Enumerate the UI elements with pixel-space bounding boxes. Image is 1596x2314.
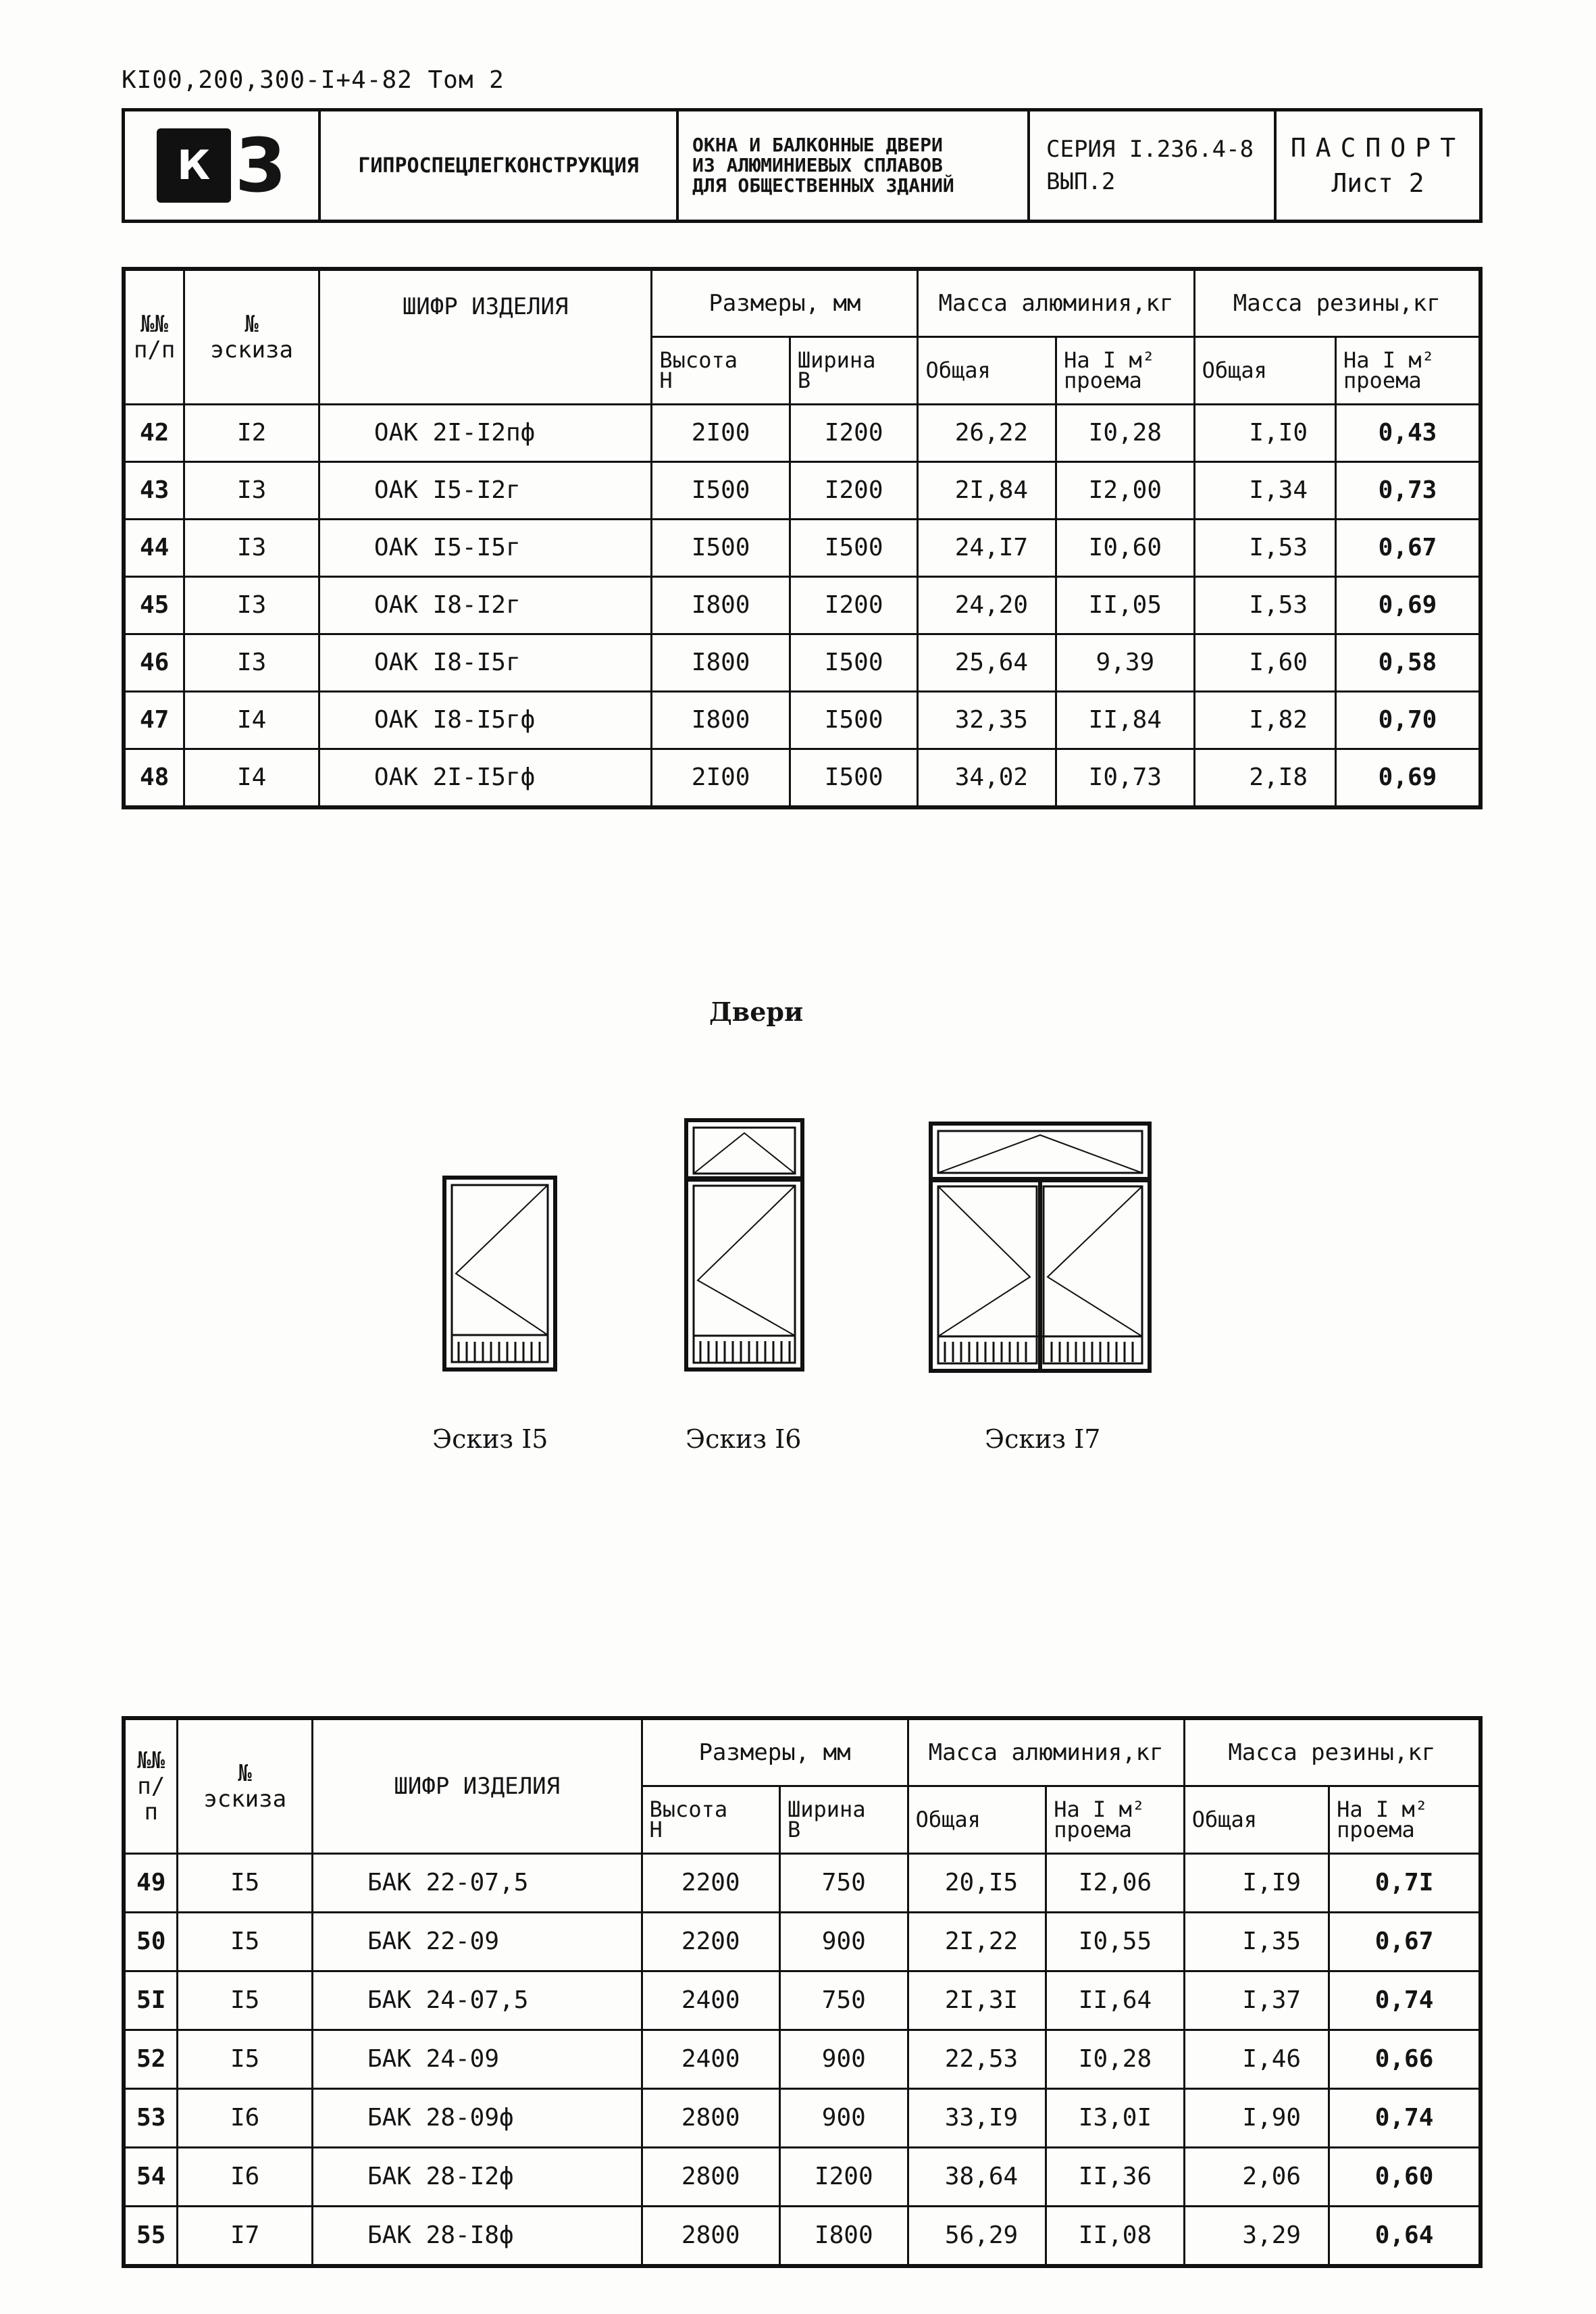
cell-width: 900 — [779, 2088, 908, 2147]
cell-al-total: 32,35 — [918, 691, 1056, 749]
cell-sketch: I2 — [184, 404, 319, 461]
col-m2-a: На I м² — [1064, 347, 1155, 373]
col-sketch-b: эскиза — [210, 336, 293, 363]
table-row — [124, 749, 1481, 807]
cell-al-total: 24,I7 — [918, 519, 1056, 576]
cell-al-total: 24,20 — [918, 576, 1056, 634]
col-num-header — [124, 1718, 178, 1853]
table-row — [124, 461, 1481, 519]
cell-num: 5I — [124, 1971, 178, 2030]
doors-title: Двери — [709, 997, 804, 1027]
cell-width: 900 — [779, 2030, 908, 2088]
table-row — [124, 1971, 1481, 2030]
sketch-17-drawing — [929, 1122, 1152, 1373]
cell-al-m2: I2,06 — [1046, 1853, 1184, 1912]
cell-width: I200 — [779, 2147, 908, 2206]
cell-sketch: I5 — [178, 1912, 313, 1971]
cell-rub-total: I,I0 — [1194, 404, 1335, 461]
cell-rub-total: I,53 — [1194, 519, 1335, 576]
cell-al-total: 34,02 — [918, 749, 1056, 807]
cell-height: I500 — [652, 461, 790, 519]
col-sketch-a: № — [244, 310, 259, 338]
cell-al-m2: I0,60 — [1056, 519, 1194, 576]
cell-num: 50 — [124, 1912, 178, 1971]
cell-num: 53 — [124, 2088, 178, 2147]
cell-code: БАК 24-07,5 — [312, 1971, 642, 2030]
cell-al-total: 26,22 — [918, 404, 1056, 461]
cell-al-m2: I0,28 — [1046, 2030, 1184, 2088]
col-num-b: п/п — [133, 336, 176, 363]
cell-num: 46 — [124, 634, 184, 691]
sketch-16-drawing — [684, 1118, 804, 1372]
col-al-total-header: Общая — [908, 1786, 1046, 1853]
title-block — [122, 108, 1483, 223]
cell-rub-m2: 0,43 — [1336, 404, 1481, 461]
col-num-b: п/п — [137, 1772, 165, 1826]
table-row — [124, 404, 1481, 461]
cell-height: I800 — [652, 691, 790, 749]
logo-icon: К — [157, 128, 231, 203]
col-sizes-header: Размеры, мм — [652, 269, 918, 336]
cell-rub-total: 3,29 — [1184, 2206, 1329, 2266]
cell-width: 900 — [779, 1912, 908, 1971]
cell-height: 2800 — [642, 2088, 779, 2147]
doors-table — [122, 1716, 1483, 2268]
col-height-sym: Н — [659, 368, 673, 393]
col-height-header — [652, 336, 790, 404]
col-m2-b: проема — [1343, 368, 1422, 393]
col-al-total-header: Общая — [918, 336, 1056, 404]
table-row — [124, 2030, 1481, 2088]
col-num-header — [124, 269, 184, 404]
table-row — [124, 1912, 1481, 1971]
col-code-header: ШИФР ИЗДЕЛИЯ — [319, 269, 652, 404]
cell-al-total: 2I,22 — [908, 1912, 1046, 1971]
issue-number: ВЫП.2 — [1046, 168, 1116, 195]
cell-al-total: 25,64 — [918, 634, 1056, 691]
cell-num: 54 — [124, 2147, 178, 2206]
cell-width: I200 — [790, 461, 918, 519]
cell-rub-m2: 0,64 — [1329, 2206, 1481, 2266]
col-m2-a: На I м² — [1343, 347, 1435, 373]
col-sizes-header: Размеры, мм — [642, 1718, 908, 1786]
sketch-15-drawing — [442, 1176, 557, 1372]
cell-code: ОАК I8-I2г — [319, 576, 652, 634]
cell-height: 2I00 — [652, 749, 790, 807]
col-height-header — [642, 1786, 779, 1853]
table-row — [124, 2088, 1481, 2147]
cell-rub-m2: 0,67 — [1329, 1912, 1481, 1971]
cell-rub-m2: 0,73 — [1336, 461, 1481, 519]
cell-al-m2: I0,55 — [1046, 1912, 1184, 1971]
cell-height: 2800 — [642, 2206, 779, 2266]
cell-rub-m2: 0,74 — [1329, 1971, 1481, 2030]
cell-rub-total: I,46 — [1184, 2030, 1329, 2088]
col-m2-a: На I м² — [1054, 1796, 1145, 1822]
series-info — [1030, 111, 1277, 220]
col-num-a: №№ — [140, 310, 169, 338]
cell-num: 55 — [124, 2206, 178, 2266]
col-al-header: Масса алюминия,кг — [908, 1718, 1184, 1786]
cell-al-total: 33,I9 — [908, 2088, 1046, 2147]
cell-rub-total: I,I9 — [1184, 1853, 1329, 1912]
col-width-sym: В — [787, 1817, 801, 1842]
cell-width: I500 — [790, 634, 918, 691]
cell-al-m2: I0,73 — [1056, 749, 1194, 807]
series-number: СЕРИЯ I.236.4-8 — [1046, 136, 1254, 163]
cell-height: I800 — [652, 576, 790, 634]
cell-code: ОАК I8-I5гф — [319, 691, 652, 749]
cell-width: I200 — [790, 576, 918, 634]
col-rubber-header: Масса резины,кг — [1184, 1718, 1481, 1786]
cell-sketch: I4 — [184, 691, 319, 749]
cell-al-total: 38,64 — [908, 2147, 1046, 2206]
cell-al-m2: II,05 — [1056, 576, 1194, 634]
table-row — [124, 1853, 1481, 1912]
col-rub-m2-header — [1329, 1786, 1481, 1853]
sketch-15-caption: Эскиз I5 — [432, 1424, 548, 1454]
cell-width: I500 — [790, 691, 918, 749]
cell-sketch: I5 — [178, 1971, 313, 2030]
cell-al-total: 22,53 — [908, 2030, 1046, 2088]
document-type — [1277, 111, 1479, 220]
windows-table — [122, 267, 1483, 809]
cell-sketch: I6 — [178, 2147, 313, 2206]
cell-rub-total: I,35 — [1184, 1912, 1329, 1971]
cell-al-m2: 9,39 — [1056, 634, 1194, 691]
cell-rub-m2: 0,69 — [1336, 749, 1481, 807]
table-row — [124, 634, 1481, 691]
cell-code: ОАК I8-I5г — [319, 634, 652, 691]
cell-code: ОАК 2I-I2пф — [319, 404, 652, 461]
cell-al-m2: I3,0I — [1046, 2088, 1184, 2147]
col-sketch-header — [178, 1718, 313, 1853]
cell-width: I800 — [779, 2206, 908, 2266]
cell-code: ОАК 2I-I5гф — [319, 749, 652, 807]
document-code: КI00,200,300-I+4-82 Том 2 — [122, 66, 505, 94]
cell-sketch: I6 — [178, 2088, 313, 2147]
cell-height: 2I00 — [652, 404, 790, 461]
col-al-m2-header — [1056, 336, 1194, 404]
col-height-label: Высота — [659, 347, 738, 373]
cell-al-total: 56,29 — [908, 2206, 1046, 2266]
title-line: ИЗ АЛЮМИНИЕВЫХ СПЛАВОВ — [692, 154, 943, 176]
cell-num: 49 — [124, 1853, 178, 1912]
cell-sketch: I3 — [184, 634, 319, 691]
cell-num: 47 — [124, 691, 184, 749]
cell-al-total: 2I,3I — [908, 1971, 1046, 2030]
cell-sketch: I5 — [178, 1853, 313, 1912]
cell-al-m2: II,84 — [1056, 691, 1194, 749]
cell-num: 48 — [124, 749, 184, 807]
logo-number: 3 — [234, 122, 287, 209]
cell-width: I500 — [790, 749, 918, 807]
cell-height: 2200 — [642, 1912, 779, 1971]
cell-al-m2: I0,28 — [1056, 404, 1194, 461]
col-sketch-a: № — [238, 1759, 252, 1787]
title-line: ОКНА И БАЛКОННЫЕ ДВЕРИ — [692, 134, 943, 156]
cell-rub-total: I,60 — [1194, 634, 1335, 691]
col-width-sym: В — [797, 368, 811, 393]
col-al-header: Масса алюминия,кг — [918, 269, 1194, 336]
cell-rub-total: I,34 — [1194, 461, 1335, 519]
cell-sketch: I3 — [184, 461, 319, 519]
col-m2-a: На I м² — [1337, 1796, 1428, 1822]
col-width-header — [779, 1786, 908, 1853]
col-width-label: Ширина — [787, 1796, 866, 1822]
cell-al-total: 20,I5 — [908, 1853, 1046, 1912]
sheet-number: Лист 2 — [1331, 168, 1424, 198]
cell-height: 2800 — [642, 2147, 779, 2206]
cell-al-m2: II,36 — [1046, 2147, 1184, 2206]
cell-rub-m2: 0,60 — [1329, 2147, 1481, 2206]
table-row — [124, 576, 1481, 634]
col-code-header: ШИФР ИЗДЕЛИЯ — [312, 1718, 642, 1853]
cell-rub-m2: 0,69 — [1336, 576, 1481, 634]
col-m2-b: проема — [1064, 368, 1142, 393]
col-width-header — [790, 336, 918, 404]
cell-rub-m2: 0,66 — [1329, 2030, 1481, 2088]
col-rub-total-header: Общая — [1184, 1786, 1329, 1853]
cell-width: 750 — [779, 1853, 908, 1912]
cell-rub-total: I,90 — [1184, 2088, 1329, 2147]
cell-height: I800 — [652, 634, 790, 691]
cell-rub-m2: 0,74 — [1329, 2088, 1481, 2147]
cell-al-m2: II,64 — [1046, 1971, 1184, 2030]
document-title — [679, 111, 1030, 220]
cell-num: 43 — [124, 461, 184, 519]
cell-rub-m2: 0,70 — [1336, 691, 1481, 749]
doors-table-body — [124, 1853, 1481, 2266]
col-height-sym: Н — [649, 1817, 663, 1842]
cell-height: 2400 — [642, 2030, 779, 2088]
cell-sketch: I3 — [184, 576, 319, 634]
sketch-16-caption: Эскиз I6 — [686, 1424, 802, 1454]
col-width-label: Ширина — [797, 347, 876, 373]
col-m2-b: проема — [1337, 1817, 1415, 1842]
cell-num: 45 — [124, 576, 184, 634]
cell-width: I200 — [790, 404, 918, 461]
cell-rub-total: I,53 — [1194, 576, 1335, 634]
col-m2-b: проема — [1054, 1817, 1132, 1842]
cell-sketch: I3 — [184, 519, 319, 576]
cell-code: БАК 22-09 — [312, 1912, 642, 1971]
logo — [125, 111, 321, 220]
cell-num: 42 — [124, 404, 184, 461]
cell-rub-m2: 0,67 — [1336, 519, 1481, 576]
table-row — [124, 2147, 1481, 2206]
doc-type-label: ПАСПОРТ — [1290, 133, 1466, 163]
col-rubber-header: Масса резины,кг — [1194, 269, 1481, 336]
title-line: ДЛЯ ОБЩЕСТВЕННЫХ ЗДАНИЙ — [692, 174, 954, 197]
col-sketch-header — [184, 269, 319, 404]
cell-code: БАК 24-09 — [312, 2030, 642, 2088]
cell-rub-total: I,82 — [1194, 691, 1335, 749]
cell-height: 2400 — [642, 1971, 779, 2030]
col-rub-m2-header — [1336, 336, 1481, 404]
cell-rub-total: I,37 — [1184, 1971, 1329, 2030]
cell-code: БАК 28-09ф — [312, 2088, 642, 2147]
cell-width: I500 — [790, 519, 918, 576]
cell-code: БАК 22-07,5 — [312, 1853, 642, 1912]
cell-rub-total: 2,06 — [1184, 2147, 1329, 2206]
cell-sketch: I7 — [178, 2206, 313, 2266]
cell-rub-m2: 0,58 — [1336, 634, 1481, 691]
cell-sketch: I4 — [184, 749, 319, 807]
sketch-17-caption: Эскиз I7 — [985, 1424, 1101, 1454]
table-row — [124, 519, 1481, 576]
cell-rub-m2: 0,7I — [1329, 1853, 1481, 1912]
cell-width: 750 — [779, 1971, 908, 2030]
col-rub-total-header: Общая — [1194, 336, 1335, 404]
cell-code: ОАК I5-I5г — [319, 519, 652, 576]
cell-al-m2: I2,00 — [1056, 461, 1194, 519]
cell-num: 44 — [124, 519, 184, 576]
cell-rub-total: 2,I8 — [1194, 749, 1335, 807]
col-num-a: №№ — [137, 1746, 165, 1774]
cell-code: БАК 28-I8ф — [312, 2206, 642, 2266]
cell-num: 52 — [124, 2030, 178, 2088]
table-row — [124, 691, 1481, 749]
cell-al-m2: II,08 — [1046, 2206, 1184, 2266]
cell-al-total: 2I,84 — [918, 461, 1056, 519]
col-height-label: Высота — [649, 1796, 728, 1822]
organization-name: ГИПРОСПЕЦЛЕГКОНСТРУКЦИЯ — [321, 111, 679, 220]
cell-code: БАК 28-I2ф — [312, 2147, 642, 2206]
cell-height: 2200 — [642, 1853, 779, 1912]
windows-table-body — [124, 404, 1481, 807]
cell-height: I500 — [652, 519, 790, 576]
cell-sketch: I5 — [178, 2030, 313, 2088]
cell-code: ОАК I5-I2г — [319, 461, 652, 519]
table-row — [124, 2206, 1481, 2266]
col-sketch-b: эскиза — [203, 1785, 287, 1813]
col-al-m2-header — [1046, 1786, 1184, 1853]
